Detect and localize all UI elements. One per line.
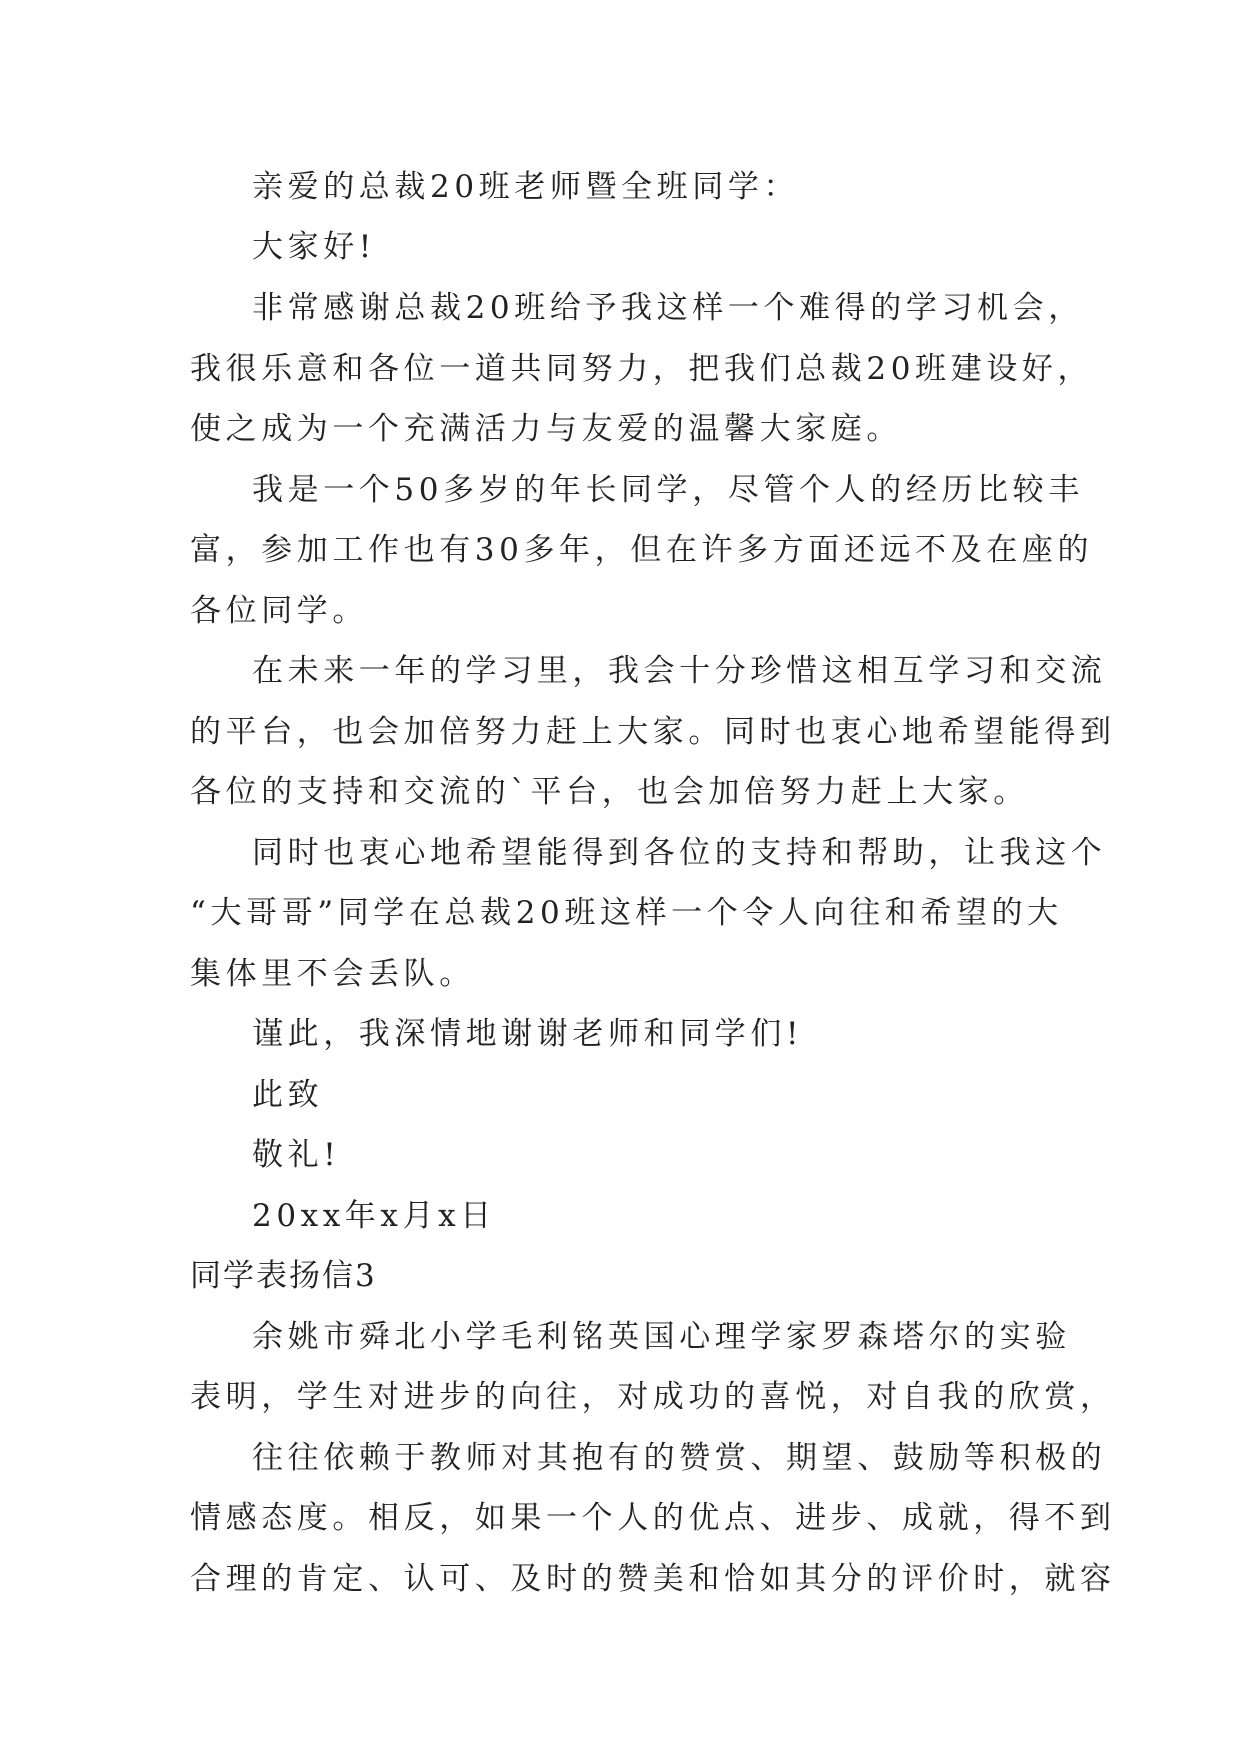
paragraph-line: 同时也衷心地希望能得到各位的支持和帮助，让我这个 xyxy=(252,835,1107,871)
paragraph-line: 情感态度。相反，如果一个人的优点、进步、成就，得不到 xyxy=(190,1500,1116,1536)
paragraph-line: 我很乐意和各位一道共同努力，把我们总裁20班建设好， xyxy=(190,351,1094,387)
paragraph-line: 我是一个50多岁的年长同学，尽管个人的经历比较丰 xyxy=(252,472,1084,508)
paragraph-line: 富，参加工作也有30多年，但在许多方面还远不及在座的 xyxy=(190,532,1094,568)
salutation: 亲爱的总裁20班老师暨全班同学： xyxy=(252,169,800,205)
greeting: 大家好! xyxy=(252,229,376,265)
letter-date: 20xx年x月x日 xyxy=(252,1198,496,1234)
paragraph-line: 各位的支持和交流的`平台，也会加倍努力赶上大家。 xyxy=(190,774,1029,810)
section-heading: 同学表扬信3 xyxy=(190,1258,377,1294)
paragraph-line: 的平台，也会加倍努力赶上大家。同时也衷心地希望能得到 xyxy=(190,714,1116,750)
paragraph-line: 合理的肯定、认可、及时的赞美和恰如其分的评价时，就容 xyxy=(190,1561,1116,1597)
paragraph-line: 非常感谢总裁20班给予我这样一个难得的学习机会， xyxy=(252,290,1084,326)
paragraph-line: 往往依赖于教师对其抱有的赞赏、期望、鼓励等积极的 xyxy=(252,1440,1107,1476)
paragraph-line: 在未来一年的学习里，我会十分珍惜这相互学习和交流 xyxy=(252,653,1107,689)
closing-respect: 敬礼! xyxy=(252,1137,341,1173)
paragraph-line: 各位同学。 xyxy=(190,593,368,629)
closing-line: 谨此，我深情地谢谢老师和同学们! xyxy=(252,1016,804,1052)
paragraph-line: 余姚市舜北小学毛利铭英国心理学家罗森塔尔的实验 xyxy=(252,1319,1071,1355)
closing-salute: 此致 xyxy=(252,1077,324,1113)
paragraph-line: 表明，学生对进步的向往，对成功的喜悦，对自我的欣赏， xyxy=(190,1379,1116,1415)
paragraph-line: 集体里不会丢队。 xyxy=(190,956,475,992)
paragraph-line: “大哥哥”同学在总裁20班这样一个令人向往和希望的大 xyxy=(190,895,1063,931)
paragraph-line: 使之成为一个充满活力与友爱的温馨大家庭。 xyxy=(190,411,902,447)
